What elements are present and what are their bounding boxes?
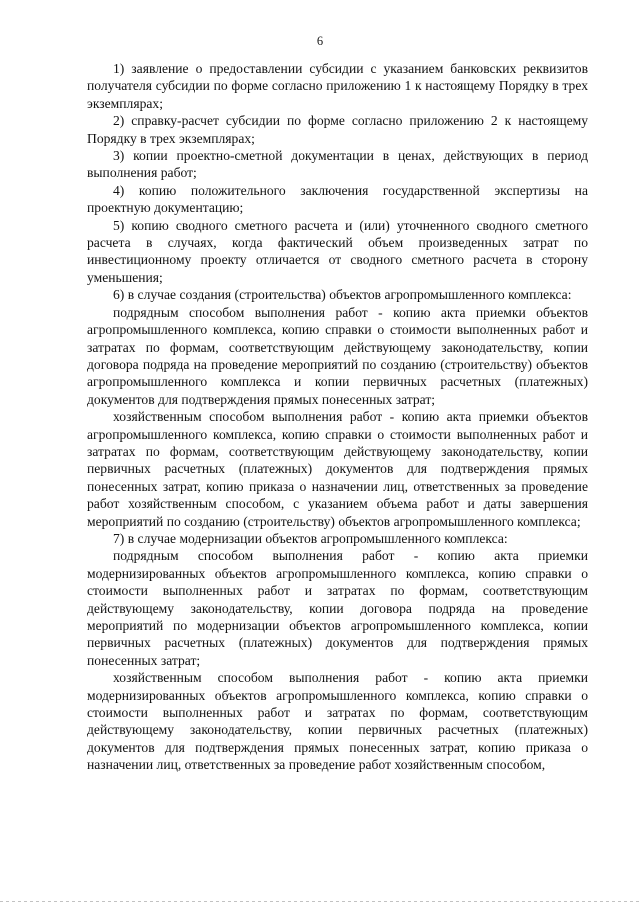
paragraph-construction-own-method: хозяйственным способом выполнения работ - копию акта приемки объектов агропромышленного комплекса, копию справки о стоимости выполненных работ и затратах по формам, соответствующим действующему законодательству, копии первичных расчетных (платежных) документов для подтверждения прямых понесенных затрат, копию приказа о назначении лиц, ответственных за проведение работ хозяйственным способом, с указанием объема работ и даты завершения мероприятий по созданию (строительству) объектов агропромышленного комплекса; <box>87 409 588 529</box>
paragraph-item-6-construction: 6) в случае создания (строительства) объектов агропромышленного комплекса: <box>113 287 572 303</box>
paragraph-item-1-application: 1) заявление о предоставлении субсидии с указанием банковских реквизитов получателя субсидии по форме согласно приложению 1 к настоящему Порядку в трех экземплярах; <box>87 61 588 111</box>
paragraph-item-4-expertise-conclusion: 4) копию положительного заключения государственной экспертизы на проектную документацию; <box>87 182 588 216</box>
scan-bottom-edge <box>0 901 640 902</box>
paragraph-item-2-subsidy-calculation: 2) справку-расчет субсидии по форме согласно приложению 2 к настоящему Порядку в трех экземплярах; <box>87 113 588 146</box>
paragraph-construction-contract-method: подрядным способом выполнения работ - копию акта приемки объектов агропромышленного комплекса, копию справки о стоимости выполненных работ и затратах по формам, соответствующим действующему законодательству, копии договора подряда на проведение мероприятий по созданию (строительству) объектов агропромышленного комплекса и копии первичных расчетных (платежных) документов для подтверждения прямых понесенных затрат; <box>87 304 588 407</box>
paragraph-modernization-contract-method: подрядным способом выполнения работ - копию акта приемки модернизированных объектов агропромышленного комплекса, копию справки о стоимости выполненных работ и затратах по формам, соответствующим действующему законодательству, копии договора подряда на проведение мероприятий по модернизации объектов агропромышленного комплекса, копии первичных расчетных (платежных) документов для подтверждения прямых понесенных затрат; <box>87 548 588 668</box>
page-number: 6 <box>316 34 324 48</box>
paragraph-item-5-cost-estimate: 5) копию сводного сметного расчета и (или) уточненного сводного сметного расчета в случаях, когда фактический объем произведенных затрат по инвестиционному проекту отличается от сводного сметного расчета в сторону уменьшения; <box>87 217 588 285</box>
document-body <box>87 60 588 774</box>
paragraph-modernization-own-method: хозяйственным способом выполнения работ - копию акта приемки модернизированных объектов агропромышленного комплекса, копию справки о стоимости выполненных работ и затратах по формам, соответствующим действующему законодательству, копии первичных расчетных (платежных) документов для подтверждения прямых понесенных затрат, копию приказа о назначении лиц, ответственных за проведение работ хозяйственным способом, <box>87 670 588 773</box>
paragraph-item-7-modernization: 7) в случае модернизации объектов агропромышленного комплекса: <box>113 530 508 546</box>
paragraph-item-3-design-documentation: 3) копии проектно-сметной документации в ценах, действующих в период выполнения работ; <box>87 148 588 181</box>
